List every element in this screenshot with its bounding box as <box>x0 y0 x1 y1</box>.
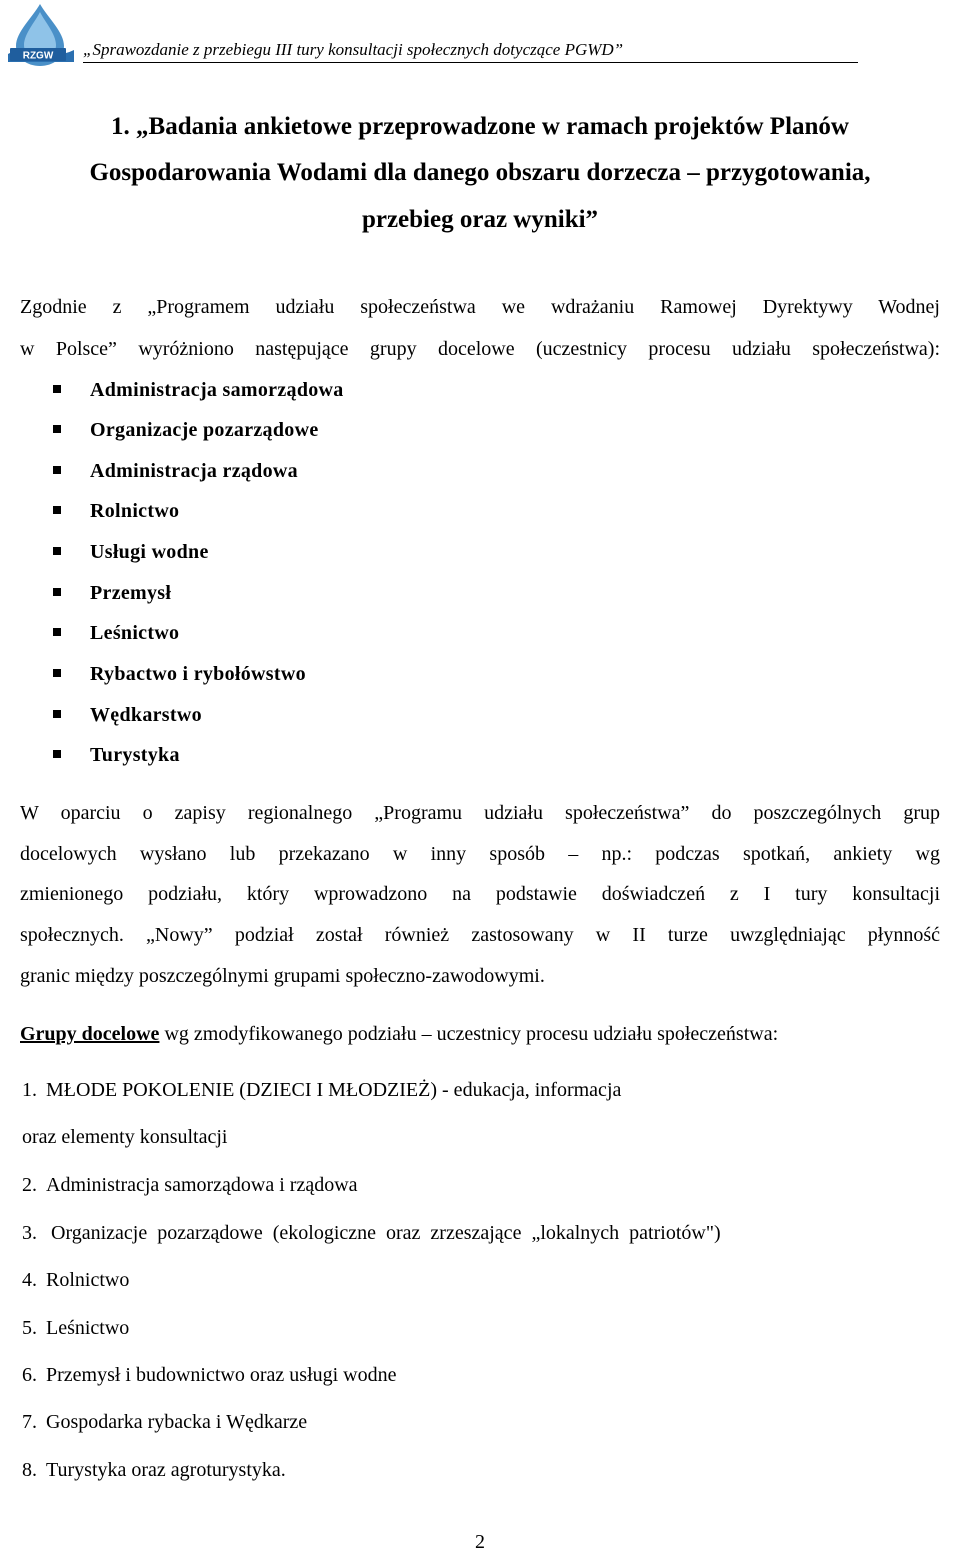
running-header: „Sprawozdanie z przebiegu III tury konsultacji społecznych dotyczące PGWD” <box>83 40 858 63</box>
bullet-square-icon <box>53 425 61 433</box>
intro-line-2: w Polsce” wyróżniono następujące grupy docelowe (uczestnicy procesu udziału społeczeństwa): <box>20 338 940 360</box>
groups-intro-text: wg zmodyfikowanego podziału – uczestnicy procesu udziału społeczeństwa: <box>159 1023 779 1045</box>
groups-label: Grupy docelowe <box>20 1023 160 1045</box>
item-text: MŁODE POKOLENIE (DZIECI I MŁODZIEŻ) - edukacja, informacja <box>46 1079 622 1101</box>
item-number: 5. <box>22 1317 37 1339</box>
bullet-square-icon <box>53 669 61 677</box>
numbered-item <box>22 1362 397 1388</box>
bullet-square-icon <box>53 547 61 555</box>
paragraph-line-1: W oparciu o zapisy regionalnego „Programu udziału społeczeństwa” do poszczególnych grup <box>20 802 940 824</box>
paragraph-line-4: społecznych. „Nowy” podział został również zastosowany w II turze uwzględniając płynność <box>20 924 940 946</box>
item-number: 6. <box>22 1364 37 1386</box>
item-text: Turystyka oraz agroturystyka. <box>46 1459 286 1481</box>
paragraph-line-2: docelowych wysłano lub przekazano w inny sposób – np.: podczas spotkań, ankiety wg <box>20 843 940 865</box>
bullet-label: Leśnictwo <box>90 622 180 644</box>
bullet-square-icon <box>53 710 61 718</box>
numbered-item <box>22 1220 721 1246</box>
section-heading-line-2: Gospodarowania Wodami dla danego obszaru dorzecza – przygotowania, <box>89 159 871 186</box>
groups-intro <box>20 1021 778 1047</box>
item-text: Przemysł i budownictwo oraz usługi wodne <box>46 1364 397 1386</box>
bullet-square-icon <box>53 628 61 636</box>
item-number: 3. <box>22 1222 37 1244</box>
section-heading-line-3: przebieg oraz wyniki” <box>361 206 599 233</box>
bullet-label: Rybactwo i rybołówstwo <box>90 663 306 685</box>
item-text: oraz elementy konsultacji <box>22 1126 228 1148</box>
bullet-square-icon <box>53 385 61 393</box>
paragraph-line-3: zmienionego podziału, który wprowadzono na podstawie doświadczeń z I tury konsultacji <box>20 883 940 905</box>
bullet-label: Turystyka <box>90 744 180 766</box>
bullet-label: Rolnictwo <box>90 500 180 522</box>
numbered-item <box>22 1077 621 1103</box>
bullet-square-icon <box>53 750 61 758</box>
item-text: Rolnictwo <box>46 1269 130 1291</box>
item-text: Administracja samorządowa i rządowa <box>46 1174 358 1196</box>
bullet-square-icon <box>53 588 61 596</box>
rzgw-logo <box>2 2 78 68</box>
item-number: 1. <box>22 1079 37 1101</box>
page-number: 2 <box>475 1531 485 1553</box>
numbered-item <box>22 1315 129 1341</box>
numbered-item <box>22 1172 358 1198</box>
numbered-item <box>22 1267 129 1293</box>
bullet-label: Przemysł <box>90 582 172 604</box>
bullet-label: Administracja rządowa <box>90 460 298 482</box>
item-number: 2. <box>22 1174 37 1196</box>
numbered-item <box>22 1457 286 1483</box>
section-heading-line-1: 1. „Badania ankietowe przeprowadzone w ramach projektów Planów <box>111 113 849 140</box>
bullet-label: Organizacje pozarządowe <box>90 419 319 441</box>
bullet-square-icon <box>53 506 61 514</box>
bullet-label: Administracja samorządowa <box>90 379 344 401</box>
item-number: 4. <box>22 1269 37 1291</box>
numbered-item-continuation <box>22 1124 227 1150</box>
bullet-square-icon <box>53 466 61 474</box>
item-number: 7. <box>22 1411 37 1433</box>
logo-text: RZGW <box>22 50 54 62</box>
bullet-label: Usługi wodne <box>90 541 209 563</box>
numbered-item <box>22 1409 307 1435</box>
bullet-label: Wędkarstwo <box>90 704 202 726</box>
paragraph-line-5: granic między poszczególnymi grupami społeczno-zawodowymi. <box>20 965 545 987</box>
item-text: Gospodarka rybacka i Wędkarze <box>46 1411 308 1433</box>
item-number: 8. <box>22 1459 37 1481</box>
intro-line-1: Zgodnie z „Programem udziału społeczeństwa we wdrażaniu Ramowej Dyrektywy Wodnej <box>20 296 940 318</box>
item-text: Leśnictwo <box>46 1317 130 1339</box>
item-text: Organizacje pozarządowe (ekologiczne oraz zrzeszające „lokalnych patriotów") <box>51 1222 721 1244</box>
